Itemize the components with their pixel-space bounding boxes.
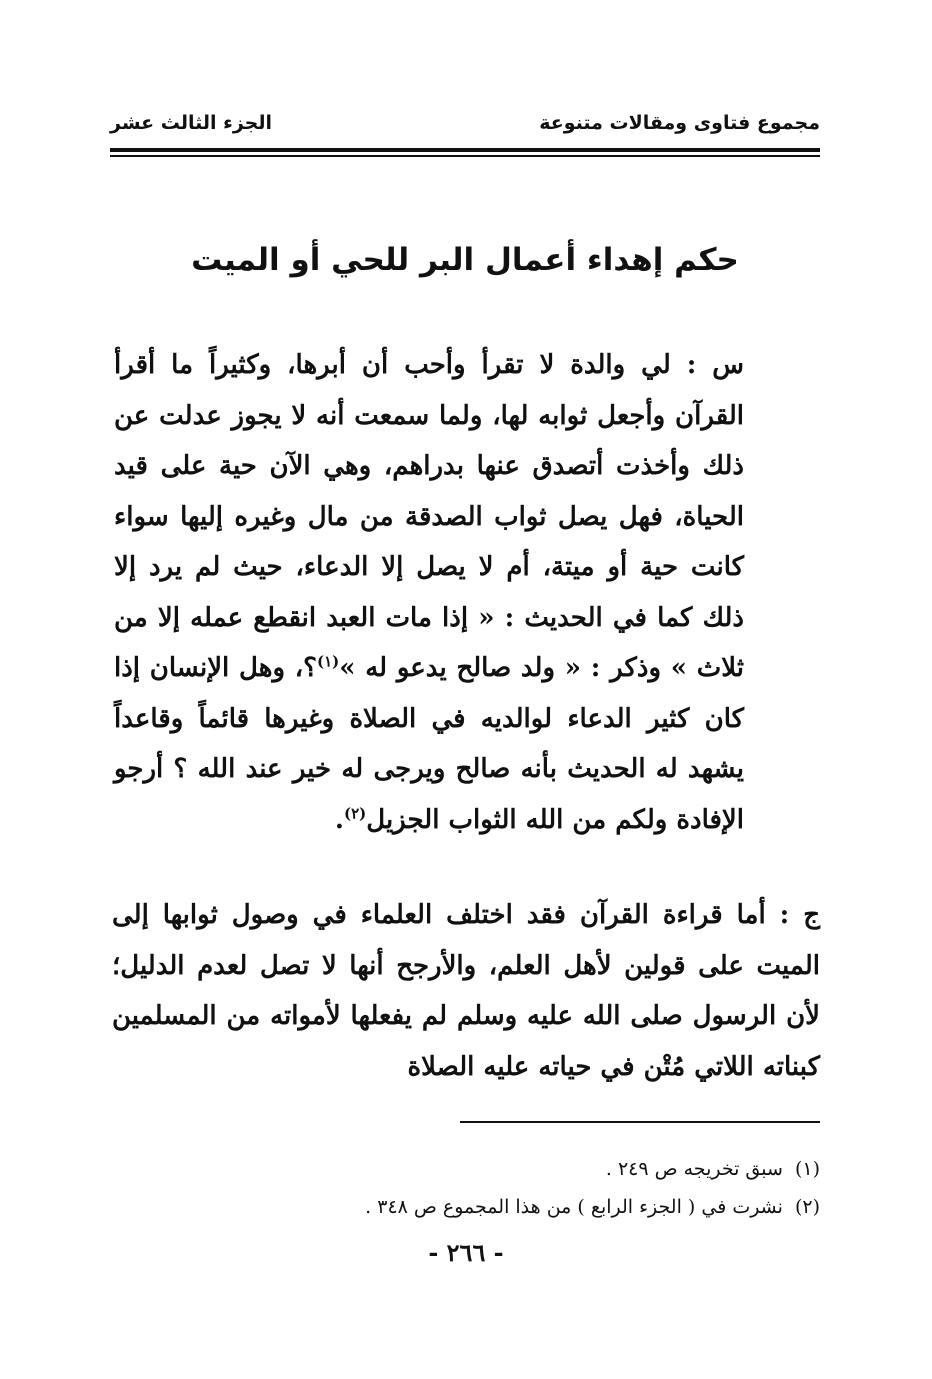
- footnote-ref-2[interactable]: (٢): [343, 803, 367, 822]
- footnote-number: (٢): [794, 1196, 820, 1218]
- footnote-text: سبق تخريجه ص ٢٤٩ .: [605, 1158, 783, 1180]
- book-title: مجموع فتاوى ومقالات متنوعة: [539, 112, 820, 134]
- header-rule-thin: [110, 155, 820, 157]
- question-text-part1: س : لي والدة لا تقرأ وأحب أن أبرها، وكثيراً ما أقرأ القرآن وأجعل ثوابه لها، ولما سمعت أنه لا يجوز عدلت عن ذلك وأخذت أتصدق عنها بدراهم، وهي الآن حية على قيد الحياة، فهل يصل ثواب الصدقة من مال وغيره إليها سواء كانت حية أو ميتة، أم لا يصل إلا الدعاء، حيث لم يرد إلا ذلك كما في الحديث : « إذا مات العبد انقطع عمله إلا من ثلاث » وذكر : « ولد صالح يدعو له »: [114, 350, 745, 683]
- footnote-text: نشرت في ( الجزء الرابع ) من هذا المجموع ص ٣٤٨ .: [365, 1196, 783, 1218]
- footnote-item: [112, 1188, 820, 1226]
- footnotes: [112, 1150, 820, 1226]
- article-title: حكم إهداء أعمال البر للحي أو الميت: [191, 242, 739, 278]
- header-rule-thick: [110, 148, 820, 152]
- answer-paragraph: ج : أما قراءة القرآن فقد اختلف العلماء في وصول ثوابها إلى الميت على قولين لأهل العلم، والأرجح أنها لا تصل لعدم الدليل؛ لأن الرسول صلى الله عليه وسلم لم يفعلها لأمواته من المسلمين كبناته اللاتي مُتْن في حياته عليه الصلاة: [112, 900, 820, 1082]
- volume-label: الجزء الثالث عشر: [110, 112, 273, 134]
- running-header: [110, 112, 820, 142]
- footnote-separator: [460, 1121, 820, 1123]
- footnote-number: (١): [794, 1158, 820, 1180]
- question-text-part2: ؟، وهل الإنسان إذا كان كثير الدعاء لوالديه في الصلاة وغيرها قائماً وقاعداً يشهد له الحديث بأنه صالح ويرجى له خير عند الله ؟ أرجو الإفادة ولكم من الله الثواب الجزيل: [114, 653, 744, 835]
- question-end-mark: .: [334, 804, 344, 835]
- footnote-ref-1[interactable]: (١): [316, 652, 340, 671]
- footnote-item: [112, 1150, 820, 1188]
- page-number: - ٢٦٦ -: [428, 1238, 504, 1267]
- question-paragraph: [114, 340, 744, 845]
